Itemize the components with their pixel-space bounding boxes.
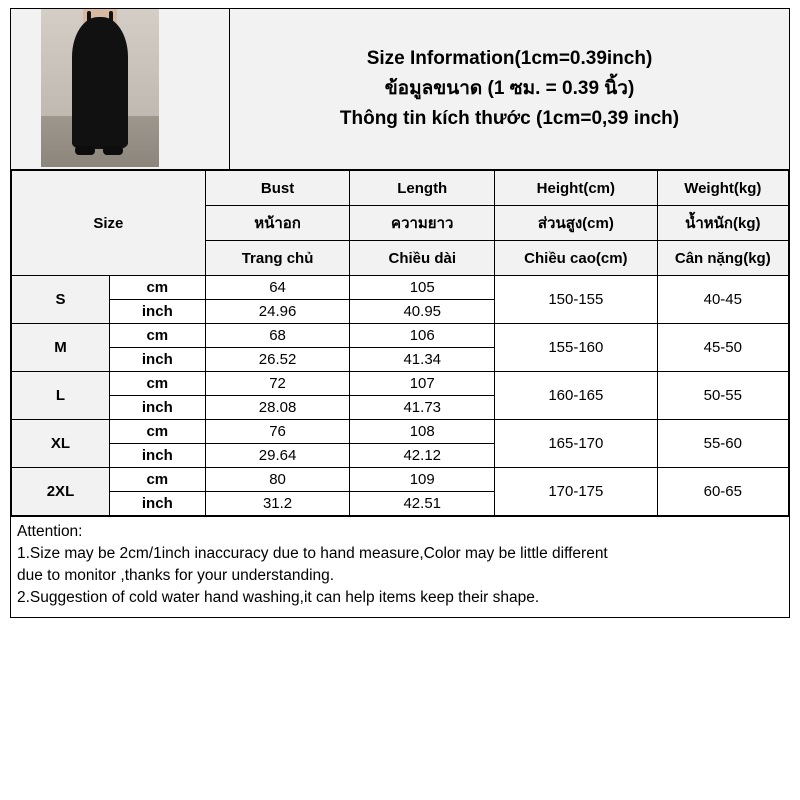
s-bust-inch: 24.96 [205, 300, 350, 324]
unit-cm: cm [109, 468, 205, 492]
header-bust-en: Bust [205, 171, 350, 206]
s-length-cm: 105 [350, 276, 495, 300]
attention-title: Attention: [17, 523, 83, 540]
m-height: 155-160 [495, 324, 658, 372]
s-length-inch: 40.95 [350, 300, 495, 324]
xl-height: 165-170 [495, 420, 658, 468]
product-photo-image [41, 9, 159, 167]
unit-cm: cm [109, 420, 205, 444]
unit-inch: inch [109, 492, 205, 516]
header-size-label: Size [12, 171, 206, 276]
header-height-en: Height(cm) [495, 171, 658, 206]
row-size-2xl: 2XL [12, 468, 110, 516]
l-length-cm: 107 [350, 372, 495, 396]
photo-dress-body [72, 17, 128, 149]
2xl-bust-inch: 31.2 [205, 492, 350, 516]
m-bust-inch: 26.52 [205, 348, 350, 372]
header-height-vi: Chiều cao(cm) [495, 241, 658, 276]
2xl-length-cm: 109 [350, 468, 495, 492]
header-bust-th: หน้าอก [205, 206, 350, 241]
xl-bust-cm: 76 [205, 420, 350, 444]
row-size-l: L [12, 372, 110, 420]
l-bust-cm: 72 [205, 372, 350, 396]
xl-bust-inch: 29.64 [205, 444, 350, 468]
header-height-th: ส่วนสูง(cm) [495, 206, 658, 241]
table-row [12, 276, 789, 300]
m-length-cm: 106 [350, 324, 495, 348]
header-length-vi: Chiều dài [350, 241, 495, 276]
table-row [12, 468, 789, 492]
2xl-height: 170-175 [495, 468, 658, 516]
m-weight: 45-50 [657, 324, 788, 372]
s-height: 150-155 [495, 276, 658, 324]
header-weight-vi: Cân nặng(kg) [657, 241, 788, 276]
header-titles [230, 9, 789, 169]
header-length-th: ความยาว [350, 206, 495, 241]
table-header-row-en [12, 171, 789, 206]
header-weight-en: Weight(kg) [657, 171, 788, 206]
attention-line-1: 1.Size may be 2cm/1inch inaccuracy due to hand measure,Color may be little different [17, 545, 608, 562]
l-length-inch: 41.73 [350, 396, 495, 420]
header-weight-th: น้ำหนัก(kg) [657, 206, 788, 241]
unit-inch: inch [109, 396, 205, 420]
xl-length-cm: 108 [350, 420, 495, 444]
attention-section [11, 516, 789, 617]
s-bust-cm: 64 [205, 276, 350, 300]
title-thai: ข้อมูลขนาด (1 ซม. = 0.39 นิ้ว) [384, 78, 635, 100]
xl-weight: 55-60 [657, 420, 788, 468]
m-bust-cm: 68 [205, 324, 350, 348]
unit-inch: inch [109, 444, 205, 468]
2xl-length-inch: 42.51 [350, 492, 495, 516]
l-height: 160-165 [495, 372, 658, 420]
unit-cm: cm [109, 324, 205, 348]
table-row [12, 420, 789, 444]
size-chart-sheet [10, 8, 790, 618]
header-bust-vi: Trang chủ [205, 241, 350, 276]
unit-cm: cm [109, 276, 205, 300]
title-vietnamese: Thông tin kích thước (1cm=0,39 inch) [339, 107, 680, 129]
2xl-bust-cm: 80 [205, 468, 350, 492]
l-bust-inch: 28.08 [205, 396, 350, 420]
size-table [11, 170, 789, 516]
product-photo [11, 9, 230, 169]
header-length-en: Length [350, 171, 495, 206]
l-weight: 50-55 [657, 372, 788, 420]
unit-inch: inch [109, 348, 205, 372]
row-size-m: M [12, 324, 110, 372]
m-length-inch: 41.34 [350, 348, 495, 372]
table-row [12, 372, 789, 396]
row-size-s: S [12, 276, 110, 324]
title-english: Size Information(1cm=0.39inch) [366, 48, 653, 70]
attention-line-3: 2.Suggestion of cold water hand washing,it can help items keep their shape. [17, 589, 540, 606]
photo-shoe-right [103, 146, 123, 155]
table-row [12, 324, 789, 348]
attention-line-2: due to monitor ,thanks for your understanding. [17, 567, 335, 584]
unit-inch: inch [109, 300, 205, 324]
2xl-weight: 60-65 [657, 468, 788, 516]
photo-shoe-left [75, 146, 95, 155]
row-size-xl: XL [12, 420, 110, 468]
xl-length-inch: 42.12 [350, 444, 495, 468]
header-band [11, 9, 789, 170]
unit-cm: cm [109, 372, 205, 396]
s-weight: 40-45 [657, 276, 788, 324]
